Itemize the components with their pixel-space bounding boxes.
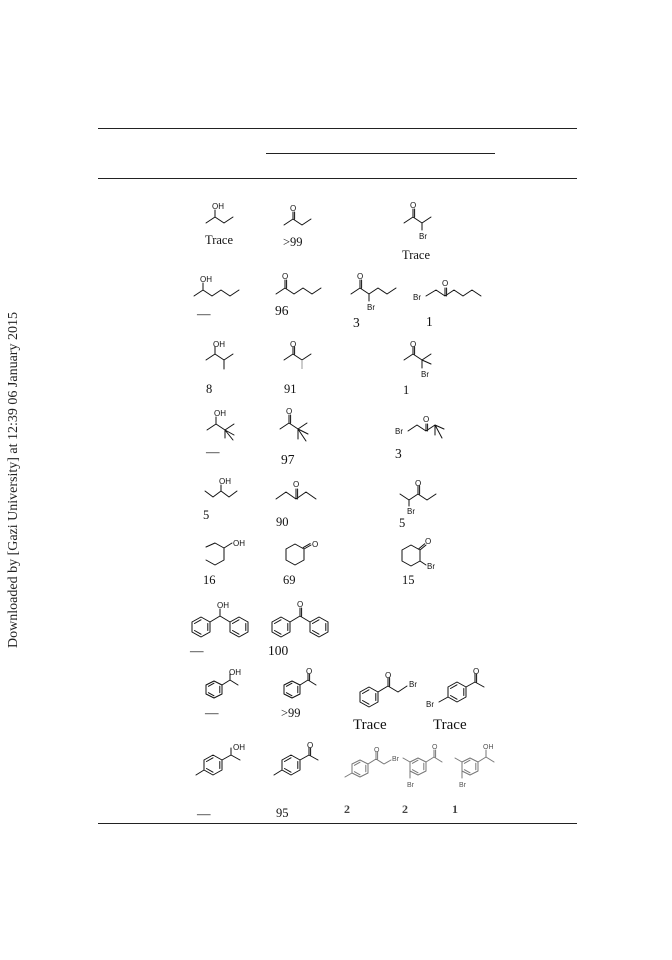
structure-3-bromo-2-butanone (398, 199, 446, 245)
svg-text:Br: Br (426, 700, 434, 709)
svg-text:Br: Br (409, 680, 417, 689)
row7-ketone-value: 100 (268, 643, 289, 658)
svg-text:O: O (293, 480, 300, 489)
row4-alcohol-value: — (206, 444, 220, 459)
svg-text:Br: Br (407, 507, 415, 516)
svg-text:Br: Br (392, 756, 399, 763)
row3-alcohol-value: 8 (206, 382, 213, 396)
svg-text:O: O (410, 340, 417, 349)
svg-text:OH: OH (219, 477, 231, 486)
svg-text:Br: Br (395, 427, 403, 436)
row2-alcohol-value: — (197, 306, 211, 321)
row3-bromo1-value: 1 (403, 383, 410, 397)
svg-text:O: O (307, 741, 314, 750)
row1-alcohol-value: Trace (205, 233, 234, 247)
row2-ketone-value: 96 (275, 303, 289, 318)
structure-2-bromo-3-pentanone (396, 478, 448, 518)
table-bottom-rule (98, 823, 577, 824)
structure-2-bromoacetophenone (354, 670, 434, 718)
svg-text:O: O (385, 671, 392, 680)
row9-bromo2-value: 2 (402, 802, 408, 816)
structure-2-hexanone (272, 268, 332, 302)
svg-text:OH: OH (233, 539, 245, 548)
row6-alcohol-value: 16 (203, 573, 216, 587)
structure-benzhydrol (186, 598, 258, 644)
svg-text:O: O (374, 747, 380, 754)
row9-bromo1-value: 2 (344, 802, 350, 816)
svg-text:O: O (432, 744, 438, 751)
structure-benzophenone (266, 598, 338, 644)
svg-text:Br: Br (419, 232, 427, 241)
structure-2-butanone (280, 200, 324, 232)
structure-1-bromo-3-3-dimethyl-2-butanone (394, 405, 456, 449)
row5-alcohol-value: 5 (203, 508, 210, 522)
structure-3-bromo-3-methyl-2-butanone (398, 340, 446, 382)
structure-3-methyl-2-butanone (280, 341, 324, 377)
row4-ketone-value: 97 (281, 452, 295, 467)
svg-text:OH: OH (212, 202, 224, 211)
table-header-rule (98, 178, 577, 179)
structure-1-bromo-2-hexanone (412, 268, 488, 306)
svg-text:O: O (423, 415, 430, 424)
svg-text:Br: Br (427, 562, 435, 571)
svg-text:OH: OH (214, 409, 226, 418)
svg-text:OH: OH (229, 668, 241, 677)
structure-1-phenylethanol (202, 668, 248, 708)
table-column-span-rule (266, 153, 495, 154)
structure-3-bromo-2-hexanone (346, 266, 412, 314)
svg-text:Br: Br (421, 370, 429, 379)
svg-text:Br: Br (367, 303, 375, 312)
row6-bromo1-value: 15 (402, 573, 415, 587)
svg-text:O: O (410, 201, 417, 210)
svg-text:Br: Br (407, 782, 414, 789)
structure-4-methylacetophenone (268, 742, 330, 784)
svg-text:OH: OH (200, 275, 212, 284)
row3-ketone-value: 91 (284, 382, 297, 396)
svg-text:O: O (282, 272, 289, 281)
structure-2-bromo-4-methylacetophenone (338, 746, 404, 788)
svg-text:O: O (357, 272, 364, 281)
structure-acetophenone (280, 668, 326, 708)
row2-bromo2-value: 1 (426, 314, 433, 329)
svg-text:OH: OH (483, 744, 494, 751)
row9-bromo3-value: 1 (452, 802, 458, 816)
table-top-rule (98, 128, 577, 129)
row8-ketone-value: >99 (281, 706, 301, 720)
structure-4-bromoacetophenone (424, 668, 496, 718)
structure-3-bromo-4-methylacetophenone (398, 742, 450, 792)
svg-text:O: O (442, 279, 449, 288)
row2-bromo1-value: 3 (353, 315, 360, 330)
row5-bromo1-value: 5 (399, 516, 406, 530)
row1-bromo1-value: Trace (402, 248, 431, 262)
svg-text:O: O (297, 600, 304, 609)
svg-text:O: O (473, 667, 480, 676)
svg-text:Br: Br (459, 782, 466, 789)
svg-text:O: O (290, 204, 297, 213)
svg-text:OH: OH (233, 743, 245, 752)
structure-cyclohexanone (282, 540, 326, 576)
svg-text:OH: OH (217, 601, 229, 610)
svg-text:O: O (312, 540, 319, 549)
structure-2-butanol (200, 200, 250, 232)
svg-text:OH: OH (213, 340, 225, 349)
structure-cyclohexanol (202, 540, 252, 576)
structure-2-bromocyclohexanone (398, 538, 450, 576)
row4-bromo1-value: 3 (395, 446, 402, 461)
download-watermark: Downloaded by [Gazi University] at 12:39 06 January 2015 (6, 312, 21, 648)
row8-bromo1-value: Trace (353, 717, 387, 733)
structure-3-pentanone (273, 477, 329, 509)
row9-alcohol-value: — (197, 806, 211, 821)
row6-ketone-value: 69 (283, 573, 296, 587)
structure-1-3-bromo-4-methylphenyl-ethanol (450, 742, 502, 792)
row8-bromo2-value: Trace (433, 717, 467, 733)
row9-ketone-value: 95 (276, 806, 289, 820)
structure-2-hexanol (192, 266, 258, 302)
svg-text:O: O (415, 479, 422, 488)
svg-text:O: O (306, 667, 313, 676)
row7-alcohol-value: — (190, 643, 204, 658)
row5-ketone-value: 90 (276, 515, 289, 529)
structure-3-3-dimethyl-2-butanol (203, 405, 251, 445)
structure-pinacolone (276, 405, 328, 449)
svg-text:O: O (425, 537, 432, 546)
svg-text:Br: Br (413, 293, 421, 302)
row8-alcohol-value: — (205, 705, 219, 720)
svg-text:O: O (286, 407, 293, 416)
structure-1-p-tolylethanol (190, 742, 252, 784)
structure-3-methyl-2-butanol (202, 341, 246, 377)
structure-3-pentanol (202, 479, 246, 507)
svg-text:O: O (290, 340, 297, 349)
row1-ketone-value: >99 (283, 235, 303, 249)
